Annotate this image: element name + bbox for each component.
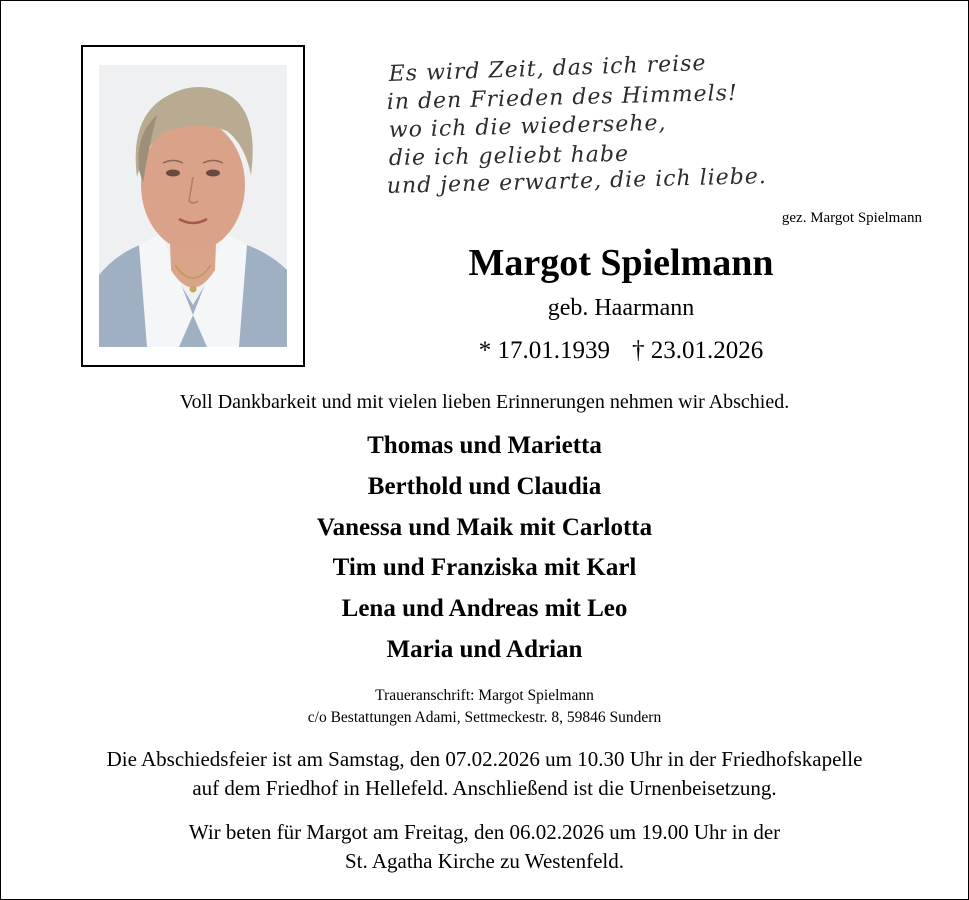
- prayer-info: [1, 818, 968, 876]
- deceased-name: Margot Spielmann: [468, 242, 774, 284]
- address-line-1: Traueranschrift: Margot Spielmann: [375, 687, 594, 704]
- farewell-text: Voll Dankbarkeit und mit vielen lieben Erinnerungen nehmen wir Abschied.: [179, 391, 790, 413]
- ceremony-line-1: Die Abschiedsfeier ist am Samstag, den 07.02.2026 um 10.30 Uhr in der Friedhofskapelle: [106, 747, 863, 771]
- birth-name: geb. Haarmann: [547, 295, 695, 321]
- verse-line-5: und jene erwarte, die ich liebe.: [386, 164, 768, 199]
- portrait-frame: [81, 45, 305, 367]
- prayer-line-2: St. Agatha Kirche zu Westenfeld.: [344, 849, 624, 873]
- ceremony-info: [1, 745, 968, 803]
- ceremony-line-2: auf dem Friedhof in Hellefeld. Anschließend ist die Urnenbeisetzung.: [192, 776, 777, 800]
- verse-line-2: in den Frieden des Himmels!: [386, 80, 739, 115]
- birth-date: * 17.01.1939: [478, 337, 610, 364]
- portrait-photo: [99, 65, 287, 347]
- mourner-entry: Berthold und Claudia: [367, 472, 602, 500]
- life-dates: [421, 337, 821, 365]
- mourner-entry: Maria und Adrian: [386, 635, 583, 663]
- handwritten-verse: [381, 51, 831, 211]
- mourners-list: [1, 429, 968, 674]
- mourner-entry: Lena und Andreas mit Leo: [341, 595, 628, 623]
- mourner-entry: Thomas und Marietta: [367, 432, 602, 459]
- mourner-entry: Tim und Franziska mit Karl: [332, 554, 637, 582]
- mourning-address: [1, 685, 968, 729]
- verse-signature: gez. Margot Spielmann: [781, 210, 922, 226]
- address-line-2: c/o Bestattungen Adami, Settmeckestr. 8, 59846 Sundern: [307, 709, 662, 726]
- verse-line-4: die ich geliebt habe: [388, 141, 630, 171]
- mourner-entry: Vanessa und Maik mit Carlotta: [316, 513, 653, 541]
- death-date: † 23.01.2026: [632, 337, 764, 364]
- prayer-line-1: Wir beten für Margot am Freitag, den 06.02.2026 um 19.00 Uhr in der: [188, 820, 781, 844]
- verse-line-1: Es wird Zeit, das ich reise: [388, 50, 707, 87]
- verse-line-3: wo ich die wiedersehe,: [388, 110, 667, 143]
